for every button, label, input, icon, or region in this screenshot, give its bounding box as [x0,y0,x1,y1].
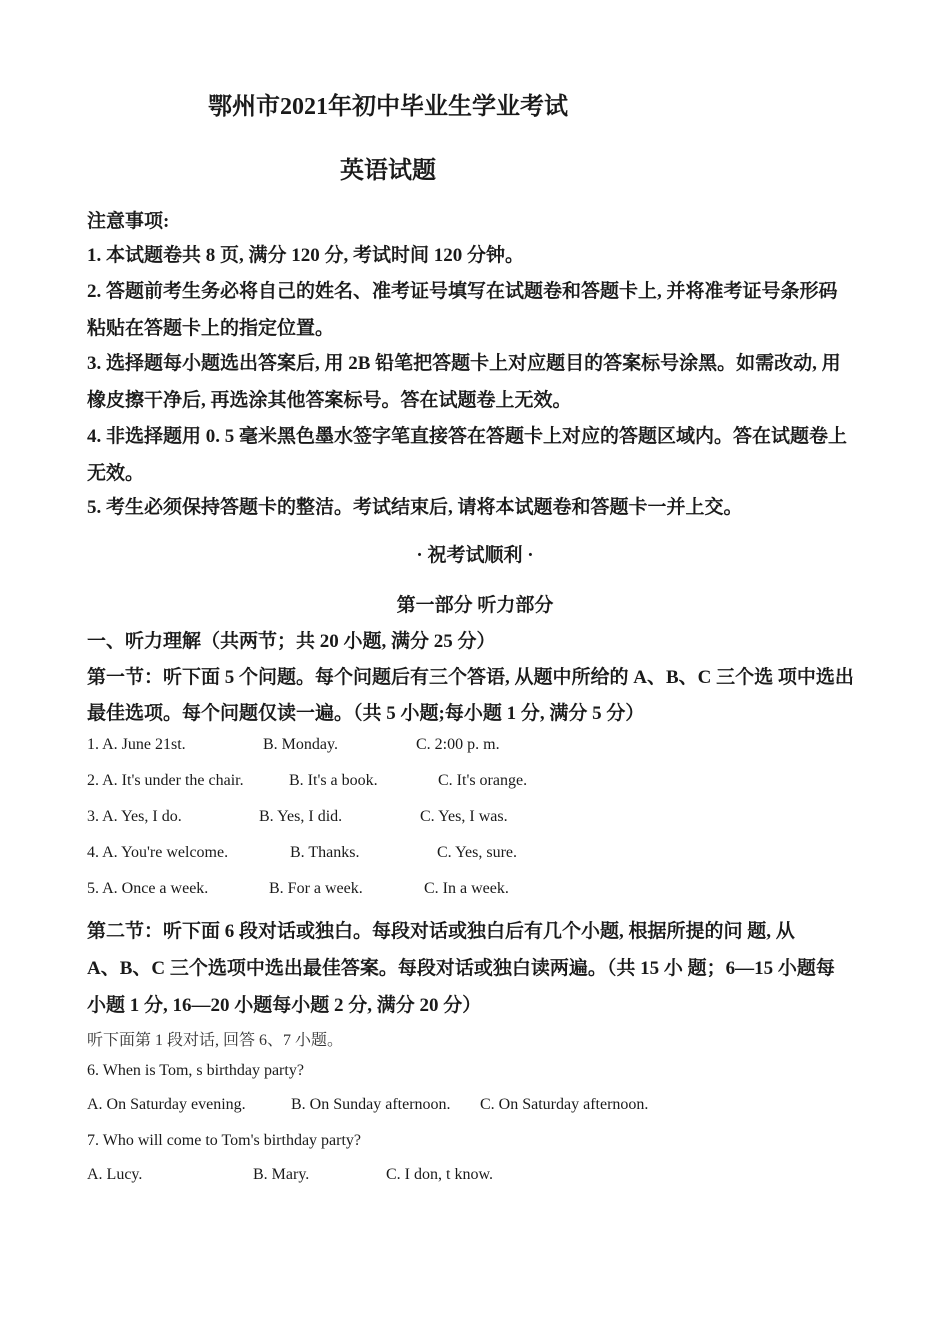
option-a: 3. A. Yes, I do. [87,808,182,825]
section-instruction: 第一节：听下面 5 个问题。每个问题后有三个答语, 从题中所给的 A、B、C 三个选 项中选出 [87,667,854,688]
option-a: A. On Saturday evening. [87,1096,246,1113]
option-c: C. Yes, I was. [420,808,508,825]
option-c: C. 2:00 p. m. [416,736,500,753]
notice-heading: 注意事项: [87,211,170,232]
question-text: 7. Who will come to Tom's birthday party? [87,1132,362,1149]
option-c: C. Yes, sure. [437,844,518,861]
wish-line: · 祝考试顺利 · [416,545,534,566]
option-b: B. For a week. [269,880,363,897]
option-b: B. On Sunday afternoon. [291,1096,451,1113]
notice-line: 3. 选择题每小题选出答案后, 用 2B 铅笔把答题卡上对应题目的答案标号涂黑。如需改动, 用 [87,353,841,374]
option-b: B. Mary. [253,1166,310,1183]
notice-line: 橡皮擦干净后, 再选涂其他答案标号。答在试题卷上无效。 [87,390,572,411]
part-heading: 第一部分 听力部分 [396,595,554,616]
option-c: C. I don, t know. [386,1166,493,1183]
option-c: C. In a week. [424,880,509,897]
option-c: C. It's orange. [438,772,528,789]
dialog-instruction: 听下面第 1 段对话, 回答 6、7 小题。 [87,1032,344,1049]
exam-title: 鄂州市2021年初中毕业生学业考试 [208,94,568,120]
option-b: B. Yes, I did. [259,808,343,825]
option-a: 5. A. Once a week. [87,880,209,897]
notice-line: 粘贴在答题卡上的指定位置。 [87,318,335,339]
option-c: C. On Saturday afternoon. [480,1096,649,1113]
section-instruction: 最佳选项。每个问题仅读一遍。（共 5 小题;每小题 1 分, 满分 5 分） [87,703,645,724]
option-a: 1. A. June 21st. [87,736,186,753]
notice-line: 4. 非选择题用 0. 5 毫米黑色墨水签字笔直接答在答题卡上对应的答题区域内。答在试题卷上 [87,426,848,447]
option-b: B. It's a book. [289,772,378,789]
option-a: 2. A. It's under the chair. [87,772,244,789]
section-instruction: A、B、C 三个选项中选出最佳答案。每段对话或独白读两遍。（共 15 小 题；6—15 小题每 [87,958,835,979]
section-instruction: 第二节：听下面 6 段对话或独白。每段对话或独白后有几个小题, 根据所提的问 题, 从 [87,921,795,942]
notice-line: 5. 考生必须保持答题卡的整洁。考试结束后, 请将本试题卷和答题卡一并上交。 [87,497,743,518]
option-b: B. Thanks. [290,844,360,861]
exam-subtitle: 英语试题 [340,158,436,184]
option-a: 4. A. You're welcome. [87,844,229,861]
option-b: B. Monday. [263,736,338,753]
notice-line: 1. 本试题卷共 8 页, 满分 120 分, 考试时间 120 分钟。 [87,245,525,266]
notice-line: 无效。 [87,463,145,484]
option-a: A. Lucy. [87,1166,143,1183]
notice-line: 2. 答题前考生务必将自己的姓名、准考证号填写在试题卷和答题卡上, 并将准考证号条形码 [87,281,838,302]
question-text: 6. When is Tom, s birthday party? [87,1062,304,1079]
section-instruction: 小题 1 分, 16—20 小题每小题 2 分, 满分 20 分） [87,995,482,1016]
section-heading: 一、听力理解（共两节；共 20 小题, 满分 25 分） [87,631,496,652]
